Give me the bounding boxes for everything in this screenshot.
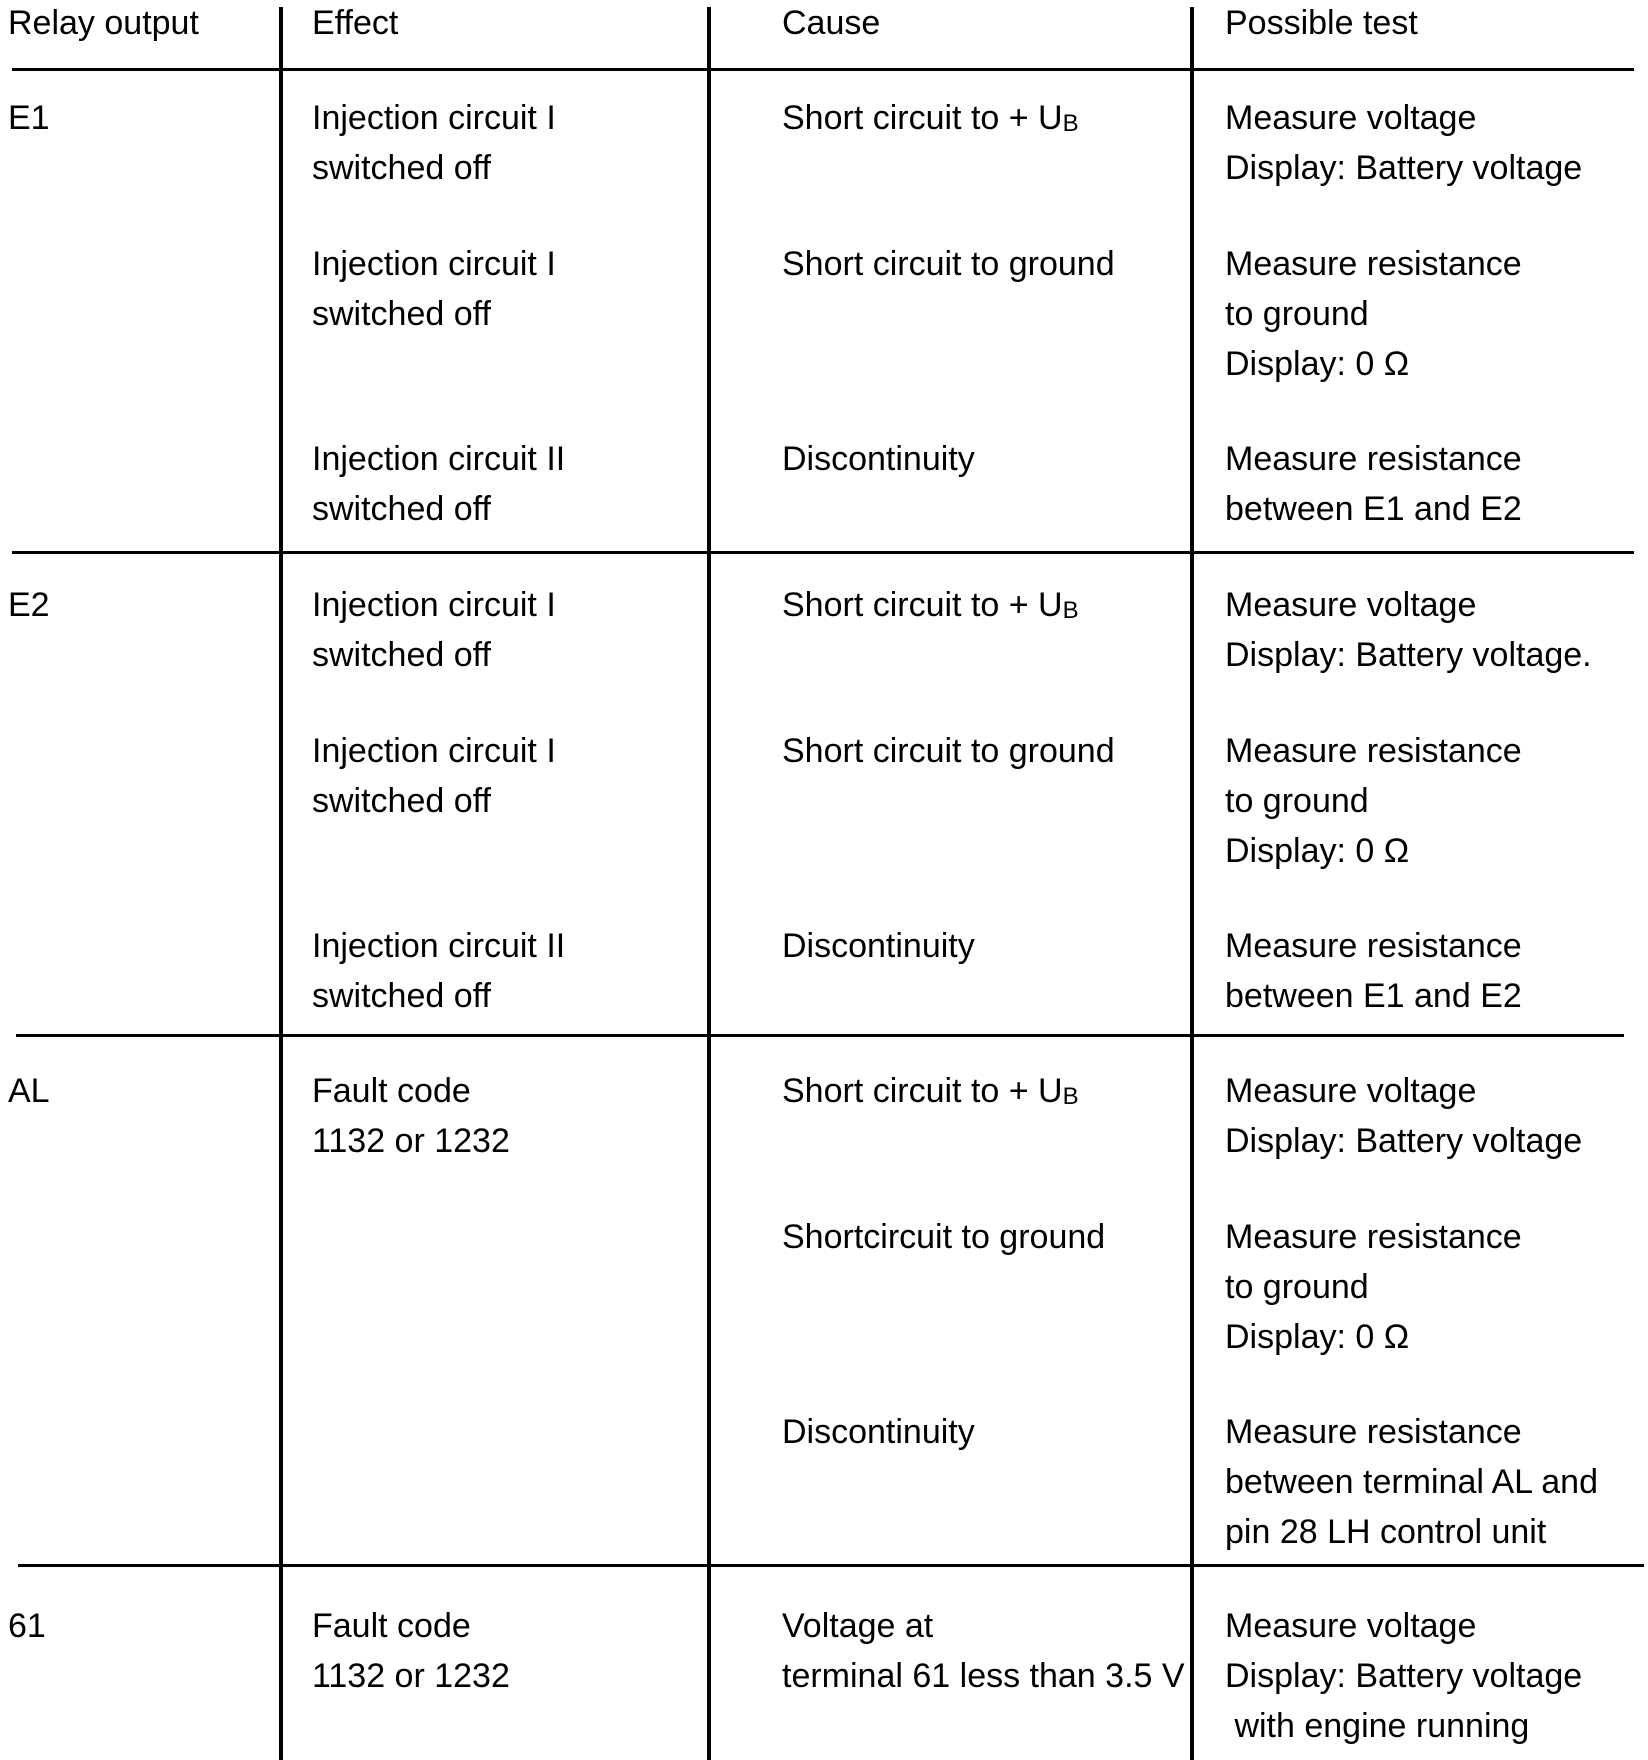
row-rule: [18, 1564, 1644, 1567]
cause-cell: Short circuit to ground: [782, 732, 1115, 770]
effect-cell: Fault code 1132 or 1232: [312, 1607, 510, 1695]
test-cell: Measure resistance between E1 and E2: [1225, 440, 1522, 528]
effect-cell: Injection circuit I switched off: [312, 99, 556, 187]
cause-cell: Discontinuity: [782, 440, 975, 478]
effect-cell: Injection circuit I switched off: [312, 245, 556, 333]
relay-output-cell: E2: [8, 586, 50, 624]
effect-cell: Injection circuit II switched off: [312, 440, 566, 528]
cause-cell: Shortcircuit to ground: [782, 1218, 1106, 1256]
test-cell: Measure resistance to ground Display: 0 Ω: [1225, 732, 1522, 870]
row-rule: [16, 1034, 1624, 1037]
effect-cell: Injection circuit I switched off: [312, 586, 556, 674]
cause-cell: Discontinuity: [782, 927, 975, 965]
cause-cell: Short circuit to + UB: [782, 1072, 1079, 1110]
test-cell: Measure resistance between terminal AL and pin 28 LH control unit: [1225, 1413, 1598, 1551]
cause-cell: Short circuit to + UB: [782, 99, 1079, 137]
effect-cell: Fault code 1132 or 1232: [312, 1072, 510, 1160]
test-cell: Measure resistance to ground Display: 0 Ω: [1225, 1218, 1522, 1356]
header-cause: Cause: [782, 4, 881, 42]
column-divider: [279, 7, 283, 1760]
header-rule: [12, 68, 1634, 71]
column-divider: [1190, 7, 1194, 1760]
effect-cell: Injection circuit I switched off: [312, 732, 556, 820]
column-divider: [707, 7, 711, 1760]
relay-output-cell: E1: [8, 99, 50, 137]
test-cell: Measure resistance between E1 and E2: [1225, 927, 1522, 1015]
test-cell: Measure resistance to ground Display: 0 Ω: [1225, 245, 1522, 383]
cause-cell: Discontinuity: [782, 1413, 975, 1451]
test-cell: Measure voltage Display: Battery voltage with engine running: [1225, 1607, 1583, 1745]
header-relay-output: Relay output: [8, 4, 199, 42]
cause-cell: Short circuit to + UB: [782, 586, 1079, 624]
header-effect: Effect: [312, 4, 399, 42]
effect-cell: Injection circuit II switched off: [312, 927, 566, 1015]
test-cell: Measure voltage Display: Battery voltage: [1225, 99, 1583, 187]
test-cell: Measure voltage Display: Battery voltage.: [1225, 586, 1592, 674]
cause-cell: Short circuit to ground: [782, 245, 1115, 283]
header-possible-test: Possible test: [1225, 4, 1418, 42]
test-cell: Measure voltage Display: Battery voltage: [1225, 1072, 1583, 1160]
row-rule: [12, 551, 1634, 554]
relay-output-cell: AL: [8, 1072, 50, 1110]
relay-output-cell: 61: [8, 1607, 46, 1645]
cause-cell: Voltage at terminal 61 less than 3.5 V: [782, 1607, 1185, 1695]
